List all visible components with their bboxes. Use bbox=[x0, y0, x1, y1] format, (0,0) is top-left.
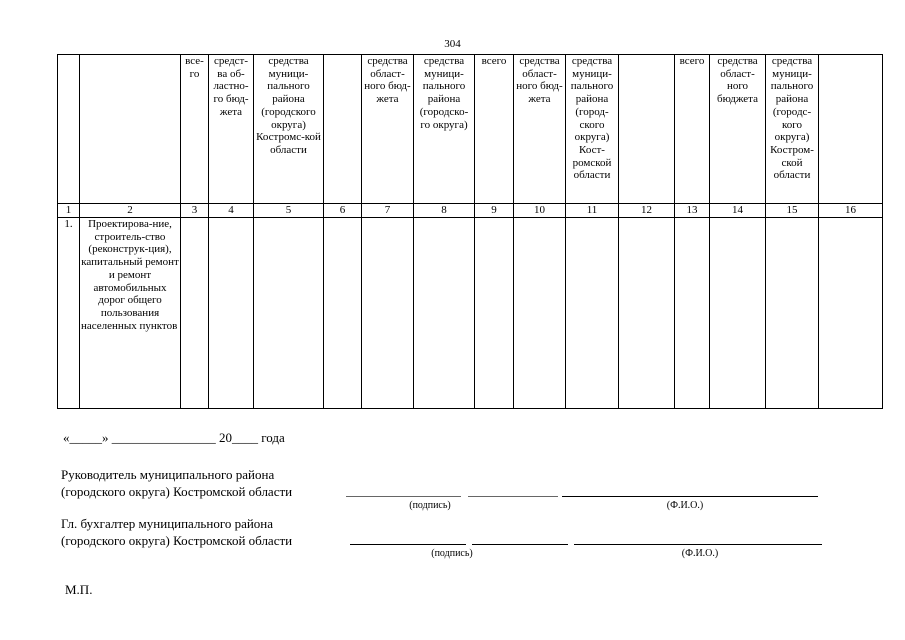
header-cell bbox=[80, 55, 181, 204]
column-number: 1 bbox=[58, 204, 80, 218]
column-number: 6 bbox=[324, 204, 362, 218]
name-line bbox=[562, 496, 818, 497]
column-number: 2 bbox=[80, 204, 181, 218]
table-cell bbox=[209, 218, 254, 409]
signer-title-line: Руководитель муниципального района bbox=[61, 467, 275, 482]
column-number: 10 bbox=[514, 204, 566, 218]
signature-caption: (подпись) bbox=[409, 500, 451, 511]
header-row bbox=[58, 55, 883, 204]
column-number: 16 bbox=[819, 204, 883, 218]
header-cell: средства муници-пального района (городского округа) Костромс-кой области bbox=[254, 55, 324, 204]
header-cell: средства муници-пального района (город-ского округа) Кост-ромской области bbox=[566, 55, 619, 204]
table-cell bbox=[514, 218, 566, 409]
date-line: «_____» ________________ 20____ года bbox=[63, 430, 285, 445]
table-cell bbox=[566, 218, 619, 409]
name-caption: (Ф.И.О.) bbox=[666, 500, 704, 511]
header-cell: средст-ва об-ластно-го бюд-жета bbox=[209, 55, 254, 204]
table-cell bbox=[619, 218, 675, 409]
table-cell bbox=[414, 218, 475, 409]
signature-caption: (подпись) bbox=[431, 548, 473, 559]
signer-title-line: (городского округа) Костромской области bbox=[61, 484, 293, 499]
table-cell bbox=[181, 218, 209, 409]
signature-line bbox=[350, 544, 466, 545]
column-number: 4 bbox=[209, 204, 254, 218]
table-cell bbox=[766, 218, 819, 409]
table-cell bbox=[475, 218, 514, 409]
signature-line bbox=[472, 544, 568, 545]
row-name: Проектирова-ние, строитель-ство (реконструк-ция), капитальный ремонт и ремонт автомобильных дорог общего пользования населенных пунктов bbox=[80, 218, 181, 409]
name-line bbox=[574, 544, 822, 545]
signer-title-line: (городского округа) Костромской области bbox=[61, 533, 293, 548]
header-cell: всего bbox=[475, 55, 514, 204]
table-cell bbox=[819, 218, 883, 409]
header-cell: средства област-ного бюджета bbox=[710, 55, 766, 204]
header-cell: все-го bbox=[181, 55, 209, 204]
column-number-row bbox=[58, 204, 883, 218]
signature-line bbox=[468, 496, 558, 497]
header-cell: средства муници-пального района (городс-кого округа) Костром-ской области bbox=[766, 55, 819, 204]
column-number: 13 bbox=[675, 204, 710, 218]
signature-line bbox=[346, 496, 461, 497]
table-cell bbox=[710, 218, 766, 409]
header-cell bbox=[619, 55, 675, 204]
header-cell: средства област-ного бюд-жета bbox=[362, 55, 414, 204]
column-number: 8 bbox=[414, 204, 475, 218]
header-cell: всего bbox=[675, 55, 710, 204]
name-caption: (Ф.И.О.) bbox=[681, 548, 719, 559]
table-cell bbox=[324, 218, 362, 409]
signer-title-line: Гл. бухгалтер муниципального района bbox=[61, 516, 274, 531]
header-cell bbox=[324, 55, 362, 204]
header-cell bbox=[819, 55, 883, 204]
column-number: 7 bbox=[362, 204, 414, 218]
header-cell: средства муници-пального района (городско-го округа) bbox=[414, 55, 475, 204]
column-number: 3 bbox=[181, 204, 209, 218]
budget-table bbox=[57, 54, 883, 409]
table-row bbox=[58, 218, 883, 409]
column-number: 14 bbox=[710, 204, 766, 218]
column-number: 11 bbox=[566, 204, 619, 218]
column-number: 9 bbox=[475, 204, 514, 218]
page-number: 304 bbox=[444, 38, 461, 50]
seal-mark: М.П. bbox=[65, 582, 93, 597]
row-number: 1. bbox=[58, 218, 80, 409]
table-cell bbox=[675, 218, 710, 409]
header-cell bbox=[58, 55, 80, 204]
header-cell: средства област-ного бюд-жета bbox=[514, 55, 566, 204]
table-cell bbox=[362, 218, 414, 409]
signer-title-head bbox=[61, 466, 292, 500]
signer-title-accountant bbox=[61, 515, 292, 549]
column-number: 15 bbox=[766, 204, 819, 218]
column-number: 5 bbox=[254, 204, 324, 218]
column-number: 12 bbox=[619, 204, 675, 218]
table-cell bbox=[254, 218, 324, 409]
